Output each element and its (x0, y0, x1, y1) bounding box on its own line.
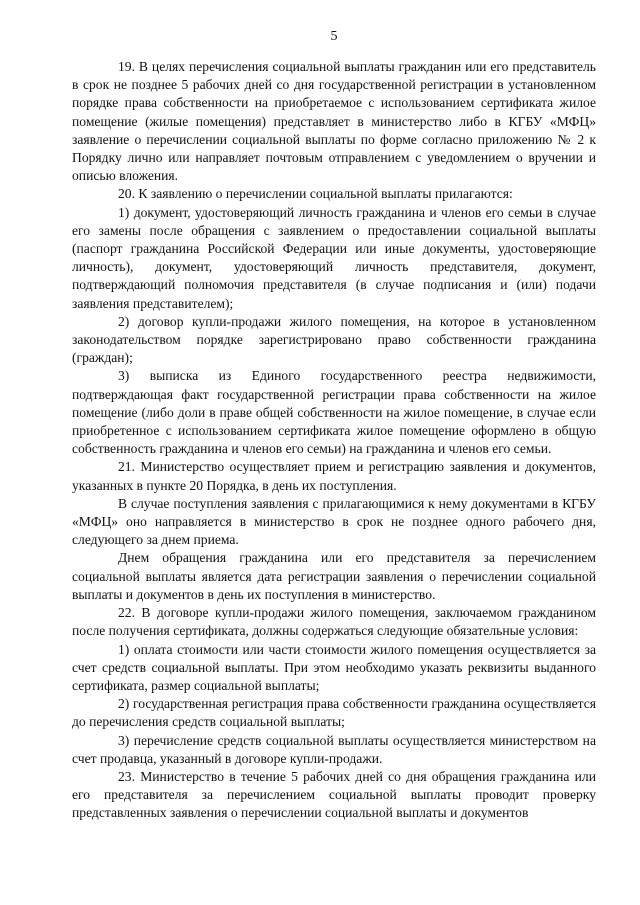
paragraph-21-part-3: Днем обращения гражданина или его представителя за перечислением социальной выплаты является дата регистрации заявления о перечислении социальной выплаты и документов в день их поступления в министерство. (72, 550, 596, 602)
paragraph-20: 20. К заявлению о перечислении социальной выплаты прилагаются: (118, 186, 513, 202)
paragraph-20-item-3: 3) выписка из Единого государственного реестра недвижимости, подтверждающая факт государственной регистрации права собственности на жилое помещение (либо доли в праве общей собственности на жилое помещение, в случае если приобретенное с использованием сертификата жилое помещение оформлено в общую собственность гражданина и членов его семьи) на гражданина и членов его семьи. (72, 368, 596, 457)
paragraph-22-item-1: 1) оплата стоимости или части стоимости жилого помещения осуществляется за счет средств социальной выплаты. При этом необходимо указать реквизиты выданного сертификата, размер социальной выплаты; (72, 641, 596, 693)
paragraph-19: 19. В целях перечисления социальной выплаты гражданин или его представитель в срок не позднее 5 рабочих дней со дня государственной регистрации в установленном порядке права собственности на приобретаемое с использованием сертификата жилое помещение (жилые помещения) представляет в министерство либо в КГБУ «МФЦ» заявление о перечислении социальной выплаты по форме согласно приложению № 2 к Порядку лично или направляет почтовым отправлением с уведомлением о вручении и описью вложения. (72, 59, 596, 184)
page-number: 5 (330, 29, 338, 44)
paragraph-20-item-2: 2) договор купли-продажи жилого помещения, на которое в установленном законодательством порядке зарегистрировано право собственности гражданина (граждан); (72, 313, 596, 366)
paragraph-20-item-1: 1) документ, удостоверяющий личность гражданина и членов его семьи в случае его замены после обращения с заявлением о предоставлении социальной выплаты (паспорт гражданина Российской Федерации или иные документы, удостоверяющие личность), документ, удостоверяющий личность представителя, документ, подтверждающий полномочия представителя (в случае подписания и (или) подачи заявления представителем); (72, 204, 596, 311)
paragraph-22: 22. В договоре купли-продажи жилого помещения, заключаемом гражданином после получения сертификата, должны содержаться следующие обязательные условия: (72, 605, 596, 639)
paragraph-23: 23. Министерство в течение 5 рабочих дней со дня обращения гражданина или его представителя за перечислением социальной выплаты проводит проверку представленных заявления о перечислении социальной выплаты и документов (72, 768, 596, 821)
document-body (72, 58, 596, 823)
paragraph-22-item-2: 2) государственная регистрация права собственности гражданина осуществляется до перечисления средств социальной выплаты; (72, 696, 596, 730)
paragraph-22-item-3: 3) перечисление средств социальной выплаты осуществляется министерством на счет продавца, указанный в договоре купли-продажи. (72, 732, 596, 766)
paragraph-21-part-2: В случае поступления заявления с прилагающимися к нему документами в КГБУ «МФЦ» оно направляется в министерство в срок не позднее одного рабочего дня, следующего за днем приема. (72, 495, 596, 548)
paragraph-21: 21. Министерство осуществляет прием и регистрацию заявления и документов, указанных в пункте 20 Порядка, в день их поступления. (72, 459, 596, 493)
